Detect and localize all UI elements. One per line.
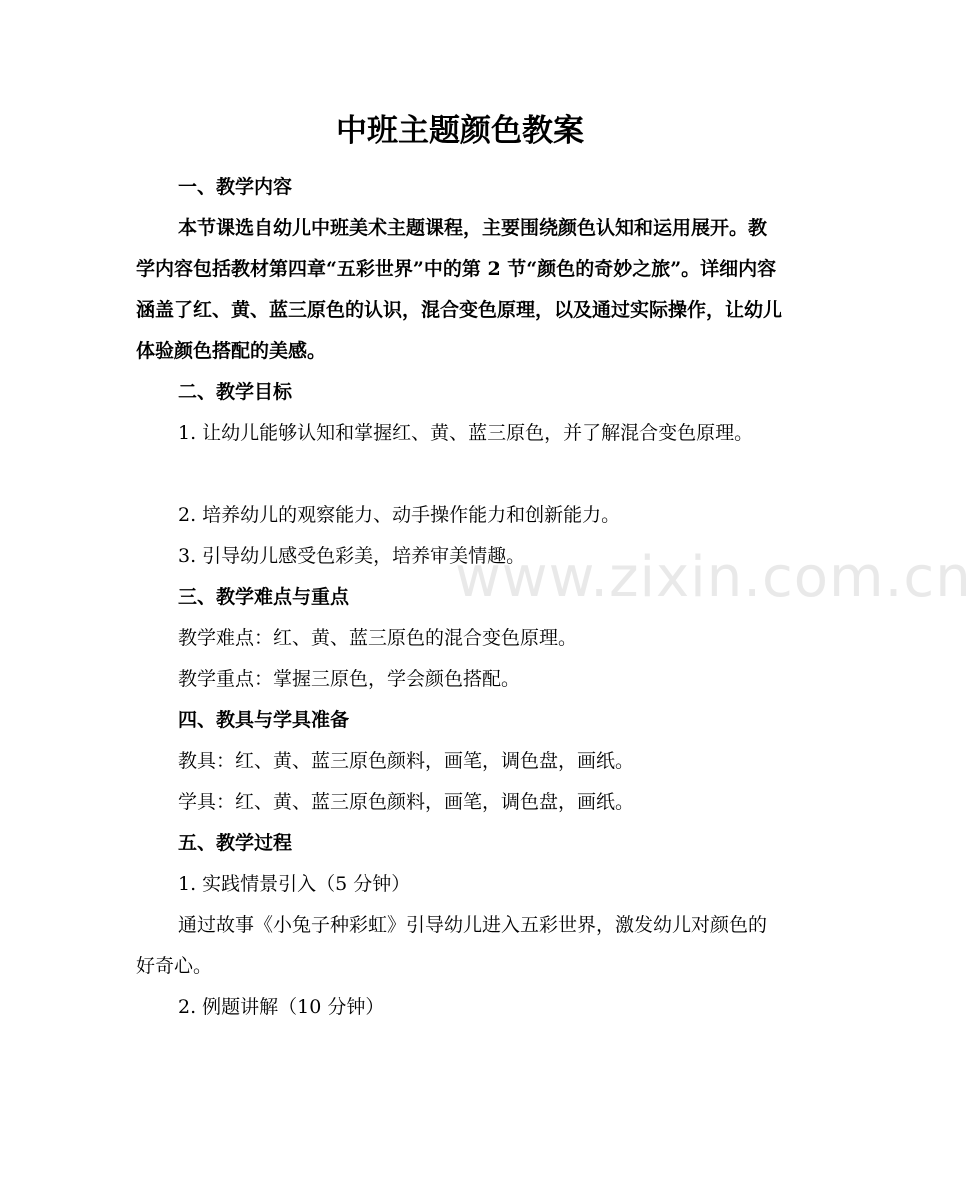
- content-paragraph: 本节课选自幼儿中班美术主题课程，主要围绕颜色认知和运用展开。教学内容包括教材第四章“五彩世界”中的第 2 节“颜色的奇妙之旅”。详细内容涵盖了红、黄、蓝三原色的认识，混合变色原理，以及通过实际操作，让幼儿体验颜色搭配的美感。: [136, 217, 783, 362]
- learning-tools-text: 学具：红、黄、蓝三原色颜料，画笔，调色盘，画纸。: [178, 791, 635, 813]
- section-heading-materials: 四、教具与学具准备: [178, 709, 350, 731]
- goal-item-3: 3. 引导幼儿感受色彩美，培养审美情趣。: [178, 545, 526, 567]
- process-step-2: 2. 例题讲解（10 分钟）: [178, 996, 385, 1018]
- teaching-aids-text: 教具：红、黄、蓝三原色颜料，画笔，调色盘，画纸。: [178, 750, 635, 772]
- section-heading-process: 五、教学过程: [178, 832, 293, 854]
- difficulty-text: 教学难点：红、黄、蓝三原色的混合变色原理。: [178, 627, 578, 649]
- process-step-1-desc: 通过故事《小兔子种彩虹》引导幼儿进入五彩世界，激发幼儿对颜色的好奇心。: [136, 914, 768, 977]
- watermark: www.zixin.com.cn: [455, 545, 972, 610]
- process-step-1: 1. 实践情景引入（5 分钟）: [178, 873, 411, 895]
- section-heading-difficulties: 三、教学难点与重点: [178, 586, 350, 608]
- section-heading-goals: 二、教学目标: [178, 381, 293, 403]
- key-point-text: 教学重点：掌握三原色，学会颜色搭配。: [178, 668, 521, 690]
- goal-item-2: 2. 培养幼儿的观察能力、动手操作能力和创新能力。: [178, 504, 621, 526]
- document-title: 中班主题颜色教案: [336, 113, 584, 149]
- goal-item-1: 1. 让幼儿能够认知和掌握红、黄、蓝三原色，并了解混合变色原理。: [178, 422, 754, 444]
- section-heading-content: 一、教学内容: [178, 176, 293, 198]
